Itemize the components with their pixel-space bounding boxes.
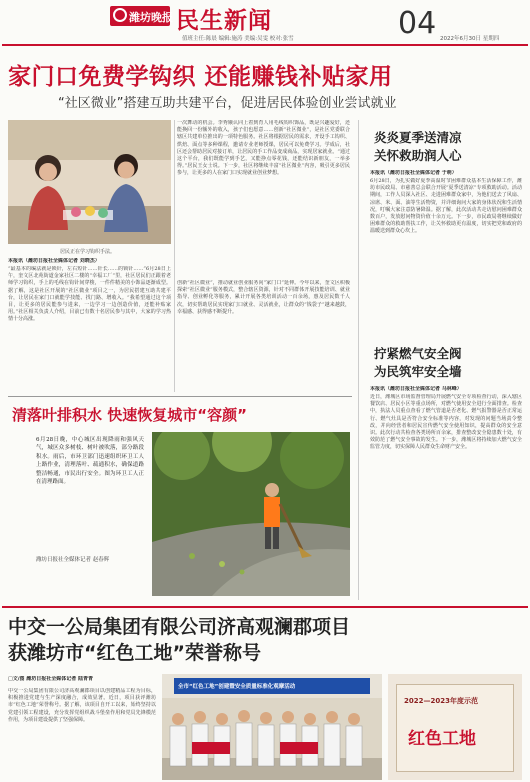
sidebar2-headline-line1: 拧紧燃气安全阀	[374, 346, 462, 361]
logo-swirl-icon	[113, 8, 127, 22]
masthead-rule	[2, 44, 528, 46]
lead-photo-caption: 居民正在学习钩织手法。	[60, 249, 116, 255]
masthead	[0, 0, 530, 46]
plaque-year-text: 2022—2023年度示范	[404, 697, 478, 705]
street-cleaning-illustration	[152, 432, 350, 596]
bottom-headline-line1: 中交一公局集团有限公司济高观澜郡项目	[8, 616, 351, 638]
sidebar1-body: 6月28日，为扎实做好夏季高温时节困难群众基本生活保障工作，潍坊市民政局、市慈善总会联合开展“夏季送清凉”专项救助活动。活动期间，工作人员深入社区、走进困难群众家中，为他们送去了风扇、凉席、米、面、油等生活物资，并详细询问大家的身体状况和生活情况，叮嘱大家注意防暑降温。据了解，此次活动共走访慰问困难群众数百户，发放慰问物资价值十余万元。下一步，市民政局将继续做好困难群众的救助帮扶工作，让关怀救助更有温度，切实把党和政府的温暖送到群众心坎上。	[370, 178, 522, 235]
sidebar2-byline: 本报讯（潍坊日报社全媒体记者 马林峰）	[370, 386, 462, 392]
bottom-headline-line2: 获潍坊市“红色工地”荣誉称号	[8, 642, 261, 664]
sidebar1-headline-line2: 关怀救助润人心	[374, 148, 462, 163]
lead-subheadline: “社区微业”搭建互助共建平台，促进居民体验创业尝试就业	[58, 96, 397, 111]
bottom-byline: □文/图 潍坊日报社全媒体记者 陆青青	[8, 676, 94, 682]
page-number: 04	[398, 6, 437, 41]
logo-text: 潍坊晚报	[129, 11, 173, 24]
ceremony-people-illustration	[162, 698, 382, 780]
lead-body-mid2: 创新“社区微业”，推动就业创业服务向“家门口”延伸。今年以来，奎文区积极探索“社区微业”服务模式，整合辖区资源，针对不同群体开展技能培训、就业指导、创业孵化等服务，累计开展各类培训活动一百余场，惠及居民数千人次，切实帮助居民实现家门口就业、灵活就业，让群众的“钱袋子”越来越鼓，幸福感、获得感不断提升。	[177, 280, 350, 315]
bottom-body: 中交一公局集团有限公司济高观澜郡项目以创建精品工程为目标，积极推进党建与生产深度融合，成效显著。近日，项目获评潍坊市“红色工地”荣誉称号。据了解，该项目自开工以来，始终坚持以党建引领工程建设，充分发挥党组织战斗堡垒作用和党员先锋模范作用，为项目建设提供了坚强保障。	[8, 688, 156, 723]
clean-headline: 清落叶排积水 快速恢复城市“容颜”	[12, 406, 247, 424]
lead-photo	[8, 120, 171, 244]
section-title: 民生新闻	[176, 8, 272, 34]
editors-line: 值班主任:陈晨 编辑:施涛 美编:吴雯 校对:张雪	[182, 36, 294, 42]
plaque-text: 红色工地	[408, 729, 476, 749]
bottom-photo-plaque	[388, 674, 522, 780]
lead-body-left: “最基本的编法就是锁针，左右短针……针长……的锁针……”6月28日上午，奎文区北苑街道金家社区二楼的“幸福工厂”里，社区居民们正跟着老师学习钩织，手上的毛线在钩针间穿梭，一件件精美的小饰品逐渐成型。据了解，这是社区开展的“社区微业”项目之一，为居民搭建互助共建平台，让居民在家门口就能学技能、找门路、增收入。“我希望通过这个项目，让更多的居民能参与进来，一边学习一边创造价值，还能补贴家用。”社区相关负责人介绍，目前已有数十名居民参与其中，大家的学习热情十分高涨。	[8, 266, 171, 323]
sidebar-divider	[358, 120, 359, 600]
clean-top-rule	[8, 396, 352, 397]
lead-byline: 本报讯（潍坊日报社全媒体记者 刘晓杰）	[8, 258, 100, 264]
bottom-top-rule	[2, 606, 528, 608]
bottom-photo-ceremony	[162, 674, 382, 780]
ceremony-banner-text: 全市“红色工地”创建暨安全质量标准化观摩活动	[178, 684, 296, 690]
clean-photo	[152, 432, 350, 596]
sidebar1-headline-line1: 炎炎夏季送清凉	[374, 130, 462, 145]
sidebar2-headline-line2: 为民筑牢安全墙	[374, 364, 462, 379]
knitting-illustration	[8, 120, 171, 244]
clean-photographer: 潍坊日报社全媒体记者 赵春辉	[36, 557, 110, 563]
lead-column-divider-1	[174, 120, 175, 392]
lead-headline: 家门口免费学钩织 还能赚钱补贴家用	[8, 64, 393, 90]
sidebar2-body: 近日，潍城区市场监督管理局开展燃气安全专项检查行动，深入辖区餐饮店、居民小区等重点场所，对燃气使用安全进行全面排查。检查中，执法人员重点查看了燃气管道是否老化、燃气报警器是否正常运行、燃气灶具是否符合安全标准等内容，对发现的问题当场责令整改，并向经营者和居民宣传燃气安全使用知识，提高群众的安全意识。此次行动共检查各类场所百余家，排查整改安全隐患数十处，有效防范了燃气安全事故的发生。下一步，潍城区将持续加大燃气安全监管力度，切实保障人民群众生命财产安全。	[370, 394, 522, 451]
lead-body-mid: 一次舞动的机会。李秀娥认同上着到育人用毛线钩织饰品，既是兴趣爱好，还能换回一份额外的收入，孩子们也愿意……创新“社区微业”，是社区党委联合辖区共建单位推出的一项特色服务。社区将根据居民的需求，开设手工钩织、烘焙、面点等多种课程，邀请专业老师授课，居民可以免费学习。学成后，社区还会帮助居民对接订单，让居民的手工作品变成商品，实现居家就业。“通过这个平台，我们既能学到手艺，又能挣点零花钱，还能结识新朋友，一举多得。”居民王女士说。下一步，社区将继续丰富“社区微业”内容，吸引更多居民参与，让更多的人在家门口实现就业创业梦想。	[177, 120, 350, 177]
issue-date: 2022年6月30日 星期四	[440, 36, 500, 42]
sidebar1-byline: 本报讯（潍坊日报社全媒体记者 于萌）	[370, 170, 457, 176]
clean-body: 6月28日晚，中心城区出现降雨和强风天气，城区众多树枝、树叶被吹落，部分路段积水。雨后，市环卫部门迅速组织环卫工人上路作业，清理落叶、疏通积水，确保道路整洁畅通，市民出行安全。图为环卫工人正在清理路面。	[36, 437, 144, 486]
